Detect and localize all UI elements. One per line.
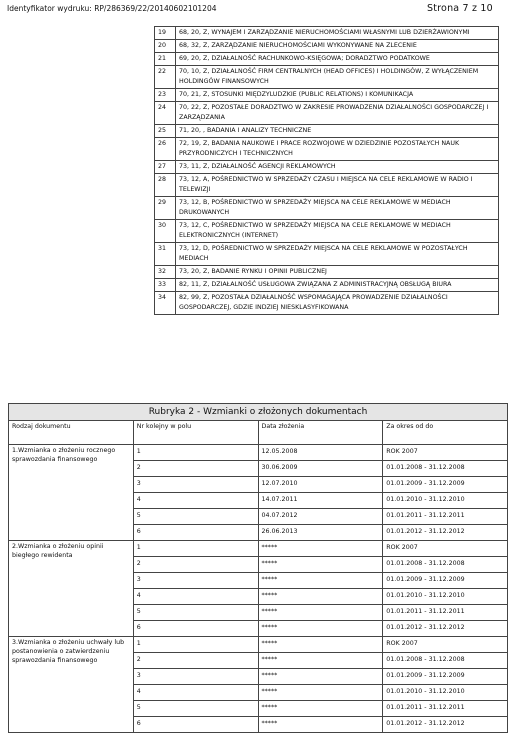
pkd-row	[155, 279, 499, 292]
pkd-row-description: 73, 12, C, POŚREDNICTWO W SPRZEDAŻY MIEJSCA NA CELE REKLAMOWE W MEDIACH ELEKTRONICZNYCH (INTERNET)	[176, 220, 499, 243]
sequence-number: 2	[133, 461, 258, 477]
sequence-number: 3	[133, 477, 258, 493]
period-range: ROK 2007	[383, 637, 508, 653]
rubryka-title: Rubryka 2 - Wzmianki o złożonych dokumentach	[9, 404, 508, 421]
submission-date: *****	[258, 685, 383, 701]
period-range: 01.01.2012 - 31.12.2012	[383, 525, 508, 541]
document-type: 3.Wzmianka o złożeniu uchwały lub postanowienia o zatwierdzeniu sprawozdania finansowego	[9, 637, 134, 733]
header-period: Za okres od do	[383, 421, 508, 445]
pkd-row-description: 73, 12, A, POŚREDNICTWO W SPRZEDAŻY CZASU I MIEJSCA NA CELE REKLAMOWE W RADIO I TELEWIZJI	[176, 174, 499, 197]
pkd-row-number: 28	[155, 174, 176, 197]
period-range: 01.01.2011 - 31.12.2011	[383, 701, 508, 717]
header-submission-date: Data złożenia	[258, 421, 383, 445]
pkd-row-description: 68, 20, Z, WYNAJEM I ZARZĄDZANIE NIERUCHOMOŚCIAMI WŁASNYMI LUB DZIERŻAWIONYMI	[176, 27, 499, 40]
pkd-row	[155, 66, 499, 89]
submission-date: *****	[258, 669, 383, 685]
header-document-type: Rodzaj dokumentu	[9, 421, 134, 445]
period-range: 01.01.2012 - 31.12.2012	[383, 717, 508, 733]
submission-date: *****	[258, 621, 383, 637]
submission-date: *****	[258, 605, 383, 621]
submission-date: 26.06.2013	[258, 525, 383, 541]
pkd-row-number: 20	[155, 40, 176, 53]
pkd-row-number: 22	[155, 66, 176, 89]
pkd-row-description: 72, 19, Z, BADANIA NAUKOWE I PRACE ROZWOJOWE W DZIEDZINIE POZOSTAŁYCH NAUK PRZYRODNICZYCH I TECHNICZNYCH	[176, 138, 499, 161]
document-row	[9, 637, 508, 653]
period-range: 01.01.2012 - 31.12.2012	[383, 621, 508, 637]
period-range: ROK 2007	[383, 445, 508, 461]
submission-date: *****	[258, 573, 383, 589]
pkd-row-description: 73, 11, Z, DZIAŁALNOŚĆ AGENCJI REKLAMOWYCH	[176, 161, 499, 174]
pkd-row-number: 34	[155, 292, 176, 315]
sequence-number: 5	[133, 605, 258, 621]
pkd-row-number: 23	[155, 89, 176, 102]
period-range: 01.01.2009 - 31.12.2009	[383, 573, 508, 589]
document-type: 2.Wzmianka o złożeniu opinii biegłego rewidenta	[9, 541, 134, 637]
sequence-number: 2	[133, 653, 258, 669]
submission-date: *****	[258, 701, 383, 717]
submission-date: 14.07.2011	[258, 493, 383, 509]
pkd-row-description: 70, 10, Z, DZIAŁALNOŚĆ FIRM CENTRALNYCH (HEAD OFFICES) I HOLDINGÓW, Z WYŁĄCZENIEM HOLDINGÓW FINANSOWYCH	[176, 66, 499, 89]
period-range: 01.01.2008 - 31.12.2008	[383, 557, 508, 573]
rubryka-2-table	[8, 403, 508, 733]
submission-date: 04.07.2012	[258, 509, 383, 525]
sequence-number: 6	[133, 621, 258, 637]
pkd-row-description: 70, 22, Z, POZOSTAŁE DORADZTWO W ZAKRESIE PROWADZENIA DZIAŁALNOŚCI GOSPODARCZEJ I ZARZĄDZANIA	[176, 102, 499, 125]
pkd-row-number: 32	[155, 266, 176, 279]
submission-date: 12.07.2010	[258, 477, 383, 493]
pkd-row-number: 30	[155, 220, 176, 243]
sequence-number: 4	[133, 685, 258, 701]
submission-date: 30.06.2009	[258, 461, 383, 477]
submission-date: *****	[258, 589, 383, 605]
pkd-row-number: 29	[155, 197, 176, 220]
pkd-row-description: 71, 20, , BADANIA I ANALIZY TECHNICZNE	[176, 125, 499, 138]
pkd-row-description: 73, 12, D, POŚREDNICTWO W SPRZEDAŻY MIEJSCA NA CELE REKLAMOWE W POZOSTAŁYCH MEDIACH	[176, 243, 499, 266]
pkd-row-number: 21	[155, 53, 176, 66]
pkd-row-number: 31	[155, 243, 176, 266]
submission-date: *****	[258, 557, 383, 573]
sequence-number: 1	[133, 637, 258, 653]
pkd-row	[155, 174, 499, 197]
period-range: 01.01.2008 - 31.12.2008	[383, 653, 508, 669]
sequence-number: 2	[133, 557, 258, 573]
period-range: 01.01.2009 - 31.12.2009	[383, 477, 508, 493]
period-range: 01.01.2010 - 31.12.2010	[383, 493, 508, 509]
sequence-number: 5	[133, 701, 258, 717]
pkd-row-description: 68, 32, Z, ZARZĄDZANIE NIERUCHOMOŚCIAMI WYKONYWANE NA ZLECENIE	[176, 40, 499, 53]
document-row	[9, 445, 508, 461]
pkd-row	[155, 89, 499, 102]
pkd-activity-table	[154, 26, 499, 315]
sequence-number: 6	[133, 717, 258, 733]
pkd-row	[155, 27, 499, 40]
pkd-row	[155, 53, 499, 66]
pkd-row-number: 24	[155, 102, 176, 125]
submission-date: *****	[258, 717, 383, 733]
period-range: ROK 2007	[383, 541, 508, 557]
pkd-row	[155, 266, 499, 279]
pkd-row	[155, 243, 499, 266]
print-identifier: Identyfikator wydruku: RP/286369/22/20140602101204	[7, 4, 217, 13]
sequence-number: 5	[133, 509, 258, 525]
pkd-row-description: 82, 99, Z, POZOSTAŁA DZIAŁALNOŚĆ WSPOMAGAJĄCA PROWADZENIE DZIAŁALNOŚCI GOSPODARCZEJ, GDZIE INDZIEJ NIESKLASYFIKOWANA	[176, 292, 499, 315]
sequence-number: 4	[133, 589, 258, 605]
pkd-row	[155, 197, 499, 220]
pkd-row	[155, 161, 499, 174]
submission-date: *****	[258, 637, 383, 653]
page-number: Strona 7 z 10	[427, 3, 493, 14]
pkd-row-description: 73, 20, Z, BADANIE RYNKU I OPINII PUBLICZNEJ	[176, 266, 499, 279]
submission-date: 12.05.2008	[258, 445, 383, 461]
pkd-row-number: 25	[155, 125, 176, 138]
header-sequence-number: Nr kolejny w polu	[133, 421, 258, 445]
pkd-row-description: 82, 11, Z, DZIAŁALNOŚĆ USŁUGOWA ZWIĄZANA Z ADMINISTRACYJNĄ OBSŁUGĄ BIURA	[176, 279, 499, 292]
pkd-row-description: 73, 12, B, POŚREDNICTWO W SPRZEDAŻY MIEJSCA NA CELE REKLAMOWE W MEDIACH DRUKOWANYCH	[176, 197, 499, 220]
period-range: 01.01.2011 - 31.12.2011	[383, 509, 508, 525]
pkd-row-number: 33	[155, 279, 176, 292]
period-range: 01.01.2010 - 31.12.2010	[383, 589, 508, 605]
pkd-row-number: 27	[155, 161, 176, 174]
pkd-row	[155, 125, 499, 138]
pkd-row	[155, 292, 499, 315]
pkd-row	[155, 220, 499, 243]
submission-date: *****	[258, 541, 383, 557]
period-range: 01.01.2008 - 31.12.2008	[383, 461, 508, 477]
period-range: 01.01.2009 - 31.12.2009	[383, 669, 508, 685]
sequence-number: 3	[133, 669, 258, 685]
sequence-number: 1	[133, 541, 258, 557]
pkd-row	[155, 138, 499, 161]
sequence-number: 1	[133, 445, 258, 461]
pkd-row-number: 19	[155, 27, 176, 40]
period-range: 01.01.2010 - 31.12.2010	[383, 685, 508, 701]
pkd-row-description: 70, 21, Z, STOSUNKI MIĘDZYLUDZKIE (PUBLIC RELATIONS) I KOMUNIKACJA	[176, 89, 499, 102]
document-row	[9, 541, 508, 557]
pkd-row	[155, 40, 499, 53]
sequence-number: 4	[133, 493, 258, 509]
sequence-number: 6	[133, 525, 258, 541]
pkd-row	[155, 102, 499, 125]
pkd-row-description: 69, 20, Z, DZIAŁALNOŚĆ RACHUNKOWO-KSIĘGOWA; DORADZTWO PODATKOWE	[176, 53, 499, 66]
submission-date: *****	[258, 653, 383, 669]
sequence-number: 3	[133, 573, 258, 589]
pkd-row-number: 26	[155, 138, 176, 161]
period-range: 01.01.2011 - 31.12.2011	[383, 605, 508, 621]
document-type: 1.Wzmianka o złożeniu rocznego sprawozdania finansowego	[9, 445, 134, 541]
